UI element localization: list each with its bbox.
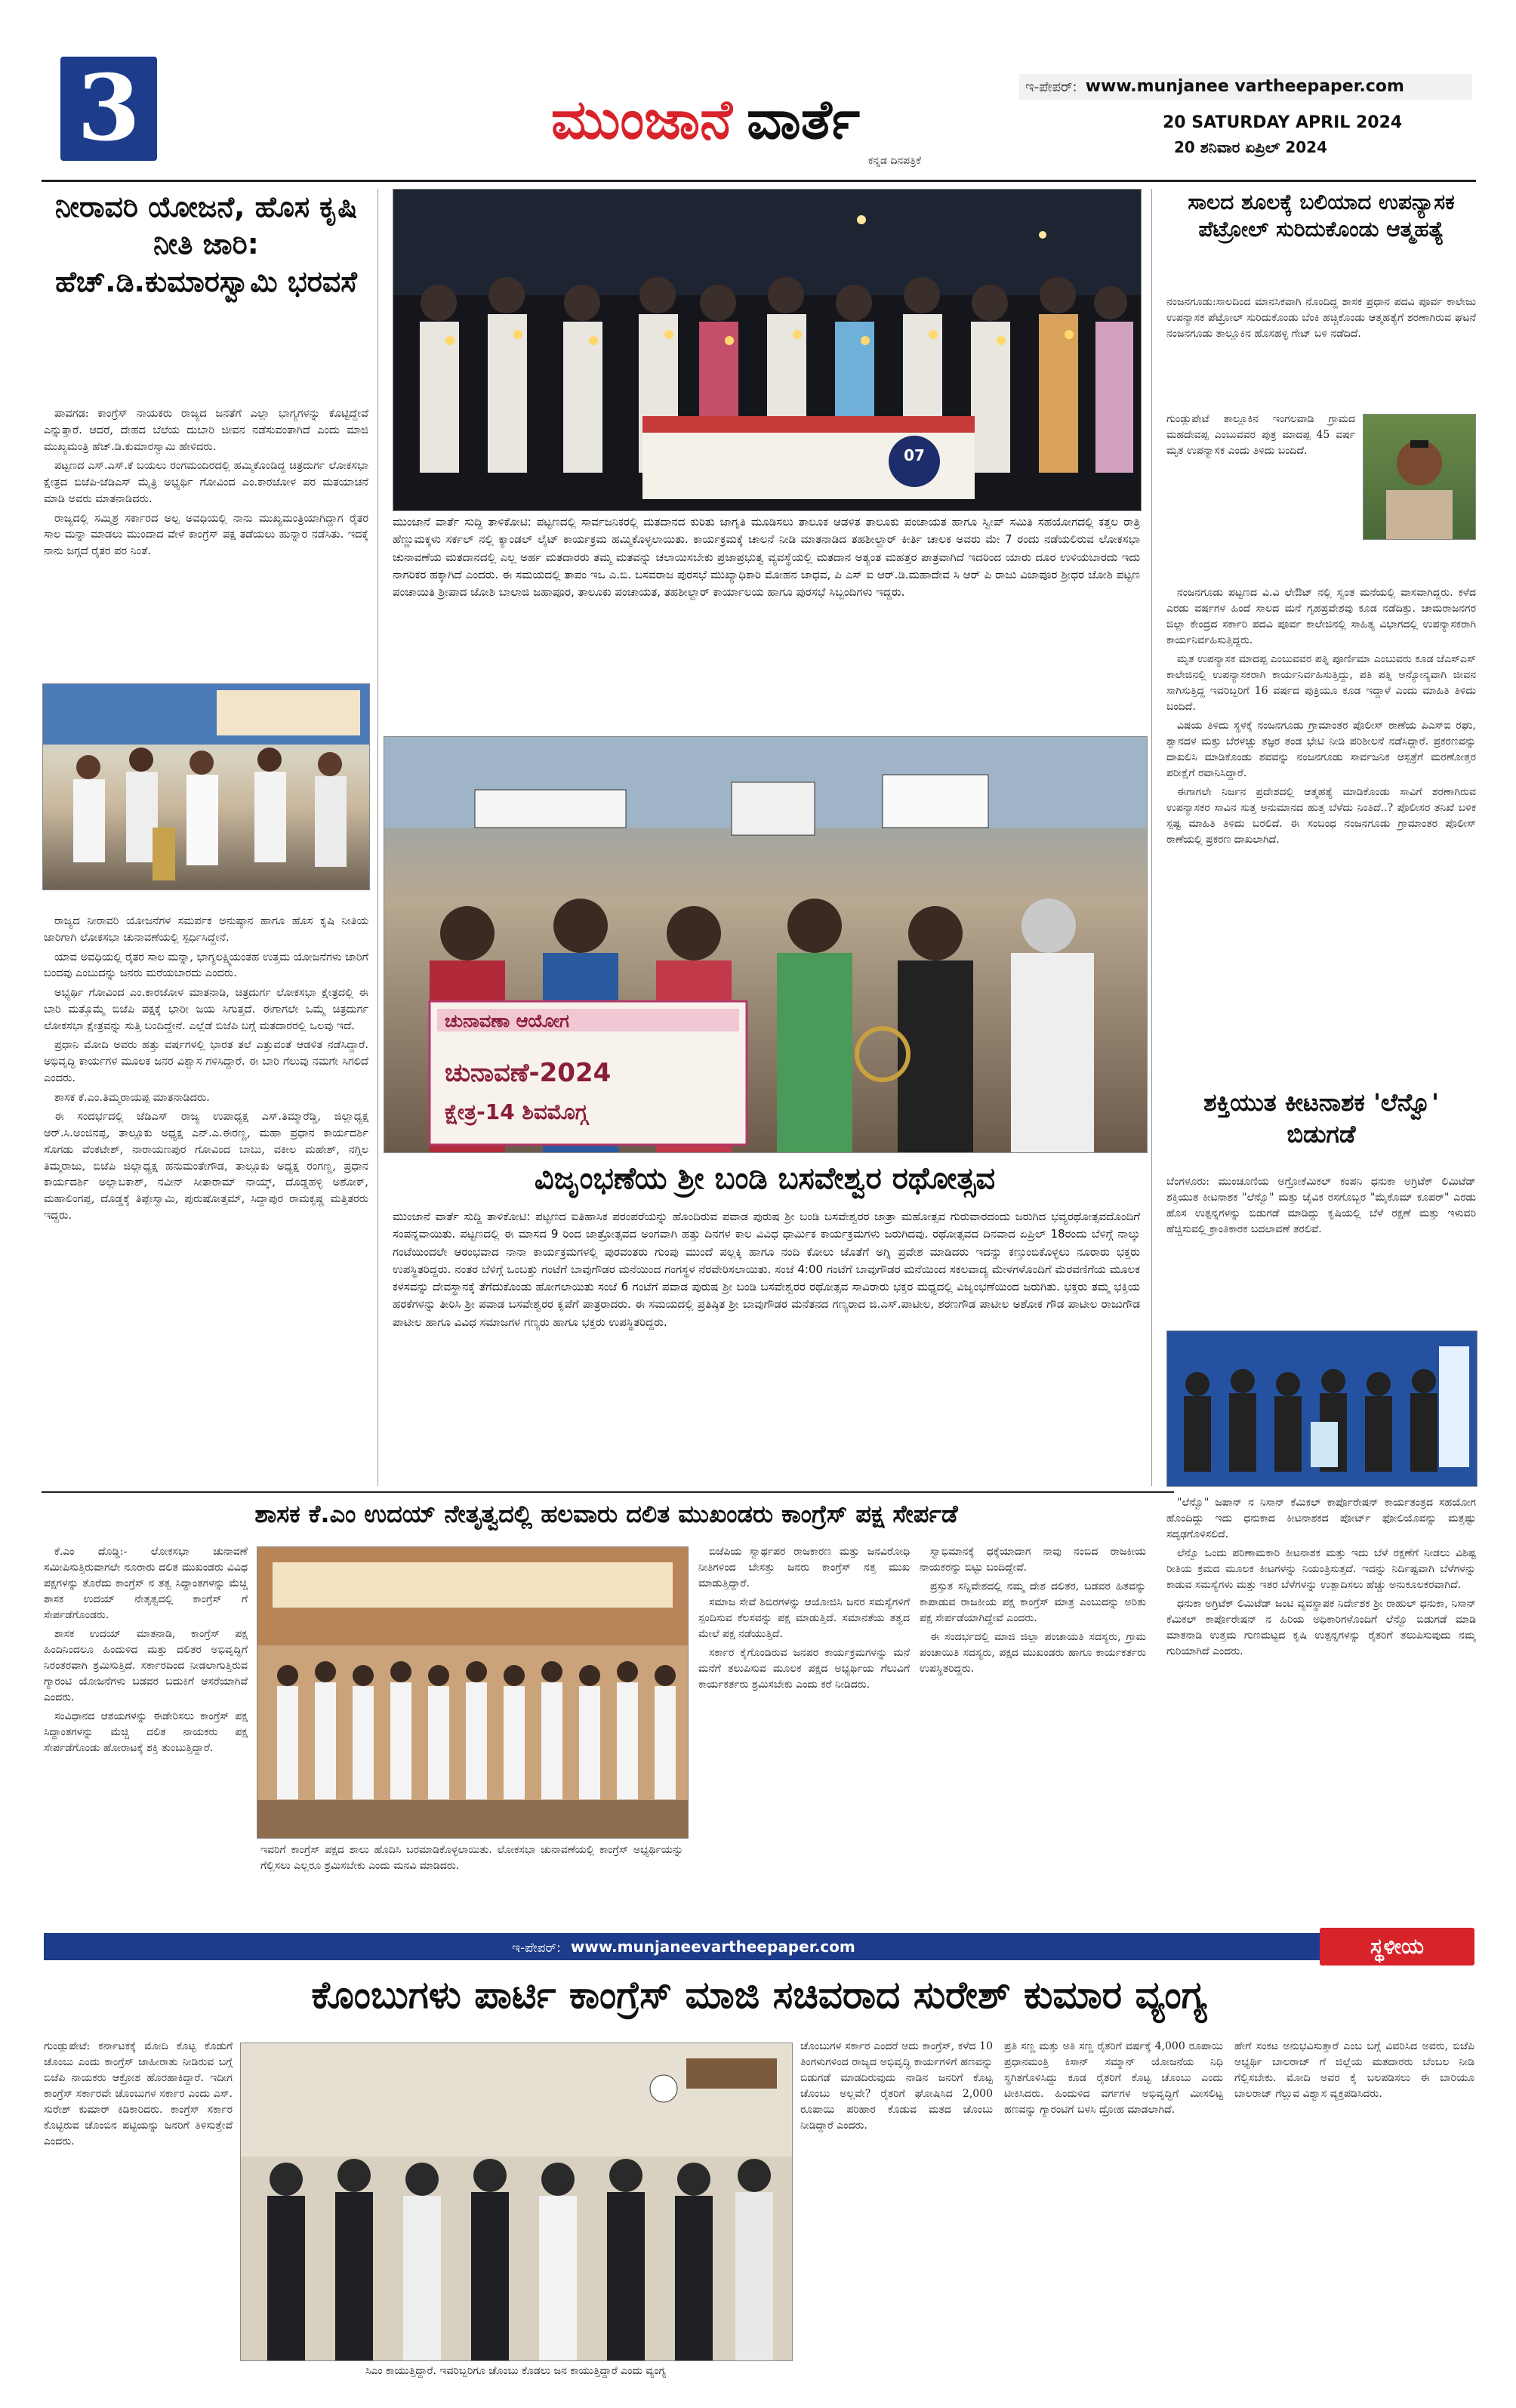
sthalika-ribbon-label: ಇ-ಪೇಪರ್:: [512, 1941, 561, 1956]
masthead-title-part1: ಮುಂಜಾನೆ: [551, 88, 732, 151]
lenvo-photo-scene: [1167, 1331, 1477, 1486]
rally-banner-text2: ಕ್ಷೇತ್ರ-14 ಶಿವಮೊಗ್ಗ: [445, 1099, 588, 1124]
petrol-para: ನಂಜನಗೂಡು ಪಟ್ಟಣದ ವಿ.ವಿ ಲೇಔಟ್ ನಲ್ಲಿ ಸ್ವಂತ ಮನೆಯಲ್ಲಿ ವಾಸವಾಗಿದ್ದರು. ಕಳೆದ ಎರಡು ವರ್ಷಗಳ ಹಿಂದೆ ಸಾಲದ ಮನೆ ಗೃಹಪ್ರವೇಶವು ಕೂಡ ನಡೆದಿತ್ತು. ಚಾಮರಾಜನಗರ ಜಿಲ್ಲಾ ಕೇಂದ್ರದ ಸರ್ಕಾರಿ ಪದವಿ ಪೂರ್ವ ಕಾಲೇಜಿನಲ್ಲಿ ಸಾಹಿತ್ಯ ವಿಭಾಗದಲ್ಲಿ ಉಪನ್ಯಾಸಕರಾಗಿ ಕಾರ್ಯನಿರ್ವಹಿಸುತ್ತಿದ್ದರು.: [1166, 587, 1476, 646]
lenvo-photo: [1166, 1330, 1477, 1487]
rally-photo-scene: [384, 737, 1147, 1152]
masthead-date-en: 20 SATURDAY APRIL 2024: [1163, 113, 1403, 132]
congress-headline: ಶಾಸಕ ಕೆ.ಎಂ ಉದಯ್ ನೇತೃತ್ವದಲ್ಲಿ ಹಲವಾರು ದಲಿತ ಮುಖಂಡರು ಕಾಂಗ್ರೆಸ್ ಪಕ್ಷ ಸೇರ್ಪಡೆ: [254, 1500, 958, 1528]
lenvo-body-2: [1166, 1495, 1476, 1922]
candle-banner-number: 07: [904, 446, 925, 464]
lenvo-headline: ಶಕ್ತಿಯುತ ಕೀಟನಾಶಕ 'ಲೆನ್ವೊ' ಬಿಡುಗಡೆ: [1203, 1088, 1439, 1149]
petrol-body-beside: ಗುಂಡ್ಲುಪೇಟೆ ತಾಲ್ಲೂಕಿನ ಇಂಗಲವಾಡಿ ಗ್ರಾಮದ ಮಹದೇವಪ್ಪ ಎಂಬುವವರ ಪುತ್ರ ಮಾದಪ್ಪ 45 ವರ್ಷ ಮೃತ ಉಪನ್ಯಾಸಕ ಎಂದು ತಿಳಿದು ಬಂದಿದೆ.: [1166, 413, 1355, 457]
krishi-headline: ನೀರಾವರಿ ಯೋಜನೆ, ಹೊಸ ಕೃಷಿ ನೀತಿ ಜಾರಿ: ಹೆಚ್.ಡಿ.ಕುಮಾರಸ್ವಾಮಿ ಭರವಸೆ: [54, 190, 358, 298]
rally-photo: [384, 736, 1148, 1153]
congress-para: ಸಂವಿಧಾನದ ಆಶಯಗಳನ್ನು ಈಡೇರಿಸಲು ಕಾಂಗ್ರೆಸ್ ಪಕ್ಷ ಸಿದ್ಧಾಂತಗಳನ್ನು ಮೆಚ್ಚಿ ದಲಿತ ನಾಯಕರು ಪಕ್ಷ ಸೇರ್ಪಡೆಗೊಂಡು ಹೋರಾಟಕ್ಕೆ ಶಕ್ತಿ ತುಂಬುತ್ತಿದ್ದಾರೆ.: [44, 1710, 248, 1754]
petrol-body-1: ನಂಜನಗೂಡು:ಸಾಲದಿಂದ ಮಾನಸಿಕವಾಗಿ ನೊಂದಿದ್ದ ಶಾಸಕ ಪ್ರಧಾನ ಪದವಿ ಪೂರ್ವ ಕಾಲೇಜು ಉಪನ್ಯಾಸಕ ಪೆಟ್ರೋಲ್ ಸುರಿದುಕೊಂಡು ಬೆಂಕಿ ಹಚ್ಚಿಕೊಂಡು ಆತ್ಮಹತ್ಯೆಗೆ ಶರಣಾಗಿರುವ ಘಟನೆ ನಂಜನಗೂಡು ತಾಲ್ಲೂಕಿನ ಹೊಸಹಳ್ಳಿ ಗೇಟ್ ಬಳಿ ನಡೆದಿದೆ.: [1166, 296, 1476, 340]
krishi-para: ರಾಜ್ಯದ ನೀರಾವರಿ ಯೋಜನೆಗಳ ಸಮರ್ಪಕ ಅನುಷ್ಠಾನ ಹಾಗೂ ಹೊಸ ಕೃಷಿ ನೀತಿಯ ಜಾರಿಗಾಗಿ ಲೋಕಸಭಾ ಚುನಾವಣೆಯಲ್ಲಿ ಸ್ಪರ್ಧಿಸಿದ್ದೇನೆ.: [44, 915, 368, 944]
congress-photo-caption: ಇವರಿಗೆ ಕಾಂಗ್ರೆಸ್ ಪಕ್ಷದ ಶಾಲು ಹೊದಿಸಿ ಬರಮಾಡಿಕೊಳ್ಳಲಾಯಿತು. ಲೋಕಸಭಾ ಚುನಾವಣೆಯಲ್ಲಿ ಕಾಂಗ್ರೆಸ್ ಅಭ್ಯರ್ಥಿಯನ್ನು ಗೆಲ್ಲಿಸಲು ಎಲ್ಲರೂ ಶ್ರಮಿಸಬೇಕು ಎಂದು ಮನವಿ ಮಾಡಿದರು.: [260, 1844, 683, 1872]
lenvo-para: ಲೆನ್ವೊ ಒಂದು ಪರಿಣಾಮಕಾರಿ ಕೀಟನಾಶಕ ಮತ್ತು ಇದು ಬೆಳೆ ರಕ್ಷಣೆಗೆ ನೀಡಲು ವಿಶಿಷ್ಟ ರೀತಿಯ ಕ್ರಮದ ಮೂಲಕ ಕೀಟಗಳನ್ನು ನಿಯಂತ್ರಿಸುತ್ತದೆ. ಇದನ್ನು ನಿರ್ದಿಷ್ಟವಾಗಿ ಬೆಳೆಗಳನ್ನು ಕಾಡುವ ಸಮಸ್ಯೆಗಳು ಮತ್ತು ಇತರ ಬೆಳೆಗಳನ್ನು ಉತ್ಪಾದಿಸಲು ಹೆಚ್ಚು ಅನುಕೂಲಕರವಾಗಿದೆ.: [1166, 1547, 1476, 1591]
masthead-epaper-label: ಇ-ಪೇಪರ್:: [1025, 79, 1077, 95]
column-divider-left: [377, 189, 378, 1486]
congress-col1: [44, 1544, 248, 1922]
krishi-para: ಪಾವಗಡ: ಕಾಂಗ್ರೆಸ್ ನಾಯಕರು ರಾಜ್ಯದ ಜನತೆಗೆ ಎಲ್ಲಾ ಭಾಗ್ಯಗಳನ್ನು ಕೊಟ್ಟಿದ್ದೇವೆ ಎನ್ನುತ್ತಾರೆ. ಆದರೆ, ದೇಹದ ಬೆಲೆಯ ದುಬಾರಿ ಜೀವನ ನಡೆಸುವಂತಾಗಿದೆ ಎಂದು ಮಾಜಿ ಮುಖ್ಯಮಂತ್ರಿ ಹೆಚ್.ಡಿ.ಕುಮಾರಸ್ವಾಮಿ ಹೇಳಿದರು.: [44, 408, 368, 453]
petrol-portrait-scene: [1363, 415, 1475, 539]
ratha-headline: ವಿಜೃಂಭಣೆಯ ಶ್ರೀ ಬಂಡಿ ಬಸವೇಶ್ವರ ರಥೋತ್ಸವ: [534, 1161, 996, 1196]
congress-para: ಬಿಜೆಪಿಯ ಸ್ವಾರ್ಥಪರ ರಾಜಕಾರಣ ಮತ್ತು ಜನವಿರೋಧಿ ನೀತಿಗಳಿಂದ ಬೇಸತ್ತು ಜನರು ಕಾಂಗ್ರೆಸ್ ನತ್ತ ಮುಖ ಮಾಡುತ್ತಿದ್ದಾರೆ.: [698, 1546, 910, 1589]
candle-photo-scene: [393, 190, 1141, 510]
congress-para: ಸಮಾಜ ಸೇವೆ ಶಿಬಿರಗಳನ್ನು ಆಯೋಜಿಸಿ ಜನರ ಸಮಸ್ಯೆಗಳಿಗೆ ಸ್ಪಂದಿಸುವ ಕೆಲಸವನ್ನು ಪಕ್ಷ ಮಾಡುತ್ತಿದೆ. ಸಮಾನತೆಯ ತತ್ವದ ಮೇಲೆ ಪಕ್ಷ ನಡೆಯುತ್ತಿದೆ.: [698, 1596, 910, 1640]
masthead-epaper-url[interactable]: www.munjanee vartheepaper.com: [1085, 77, 1404, 96]
petrol-headline: ಸಾಲದ ಶೂಲಕ್ಕೆ ಬಲಿಯಾದ ಉಪನ್ಯಾಸಕ ಪೆಟ್ರೋಲ್ ಸುರಿದುಕೊಂಡು ಆತ್ಮಹತ್ಯೆ: [1188, 190, 1455, 242]
page-number-box: [60, 57, 157, 161]
sthalika-headline: ಕೊಂಬುಗಳು ಪಾರ್ಟಿ ಕಾಂಗ್ರೆಸ್ ಮಾಜಿ ಸಚಿವರಾದ ಸುರೇಶ್ ಕುಮಾರ ವ್ಯಂಗ್ಯ: [311, 1973, 1207, 2017]
sthalika-ribbon: [44, 1933, 1320, 1960]
congress-para: ಶಾಸಕ ಉದಯ್ ಮಾತನಾಡಿ, ಕಾಂಗ್ರೆಸ್ ಪಕ್ಷ ಹಿಂದಿನಿಂದಲೂ ಹಿಂದುಳಿದ ಮತ್ತು ದಲಿತರ ಅಭಿವೃದ್ಧಿಗೆ ನಿರಂತರವಾಗಿ ಶ್ರಮಿಸುತ್ತಿದೆ. ಸರ್ಕಾರದಿಂದ ನೀಡಲಾಗುತ್ತಿರುವ ಗ್ಯಾರಂಟಿ ಯೋಜನೆಗಳು ಬಡವರ ಬದುಕಿಗೆ ಆಸರೆಯಾಗಿವೆ ಎಂದರು.: [44, 1628, 248, 1703]
ratha-body: ಮುಂಜಾನೆ ವಾರ್ತೆ ಸುದ್ದಿ ತಾಳಿಕೋಟಿ: ಪಟ್ಟಣದ ಐತಿಹಾಸಿಕ ಪರಂಪರೆಯನ್ನು ಹೊಂದಿರುವ ಪವಾಡ ಪುರುಷ ಶ್ರೀ ಬಂಡಿ ಬಸವೇಶ್ವರರ ಜಾತ್ರಾ ಮಹೋತ್ಸವ ಗುರುವಾರದಂದು ಜರುಗಿದ ಭವ್ಯರಥೋತ್ಸವದೊಂದಿಗೆ ಸಂಪನ್ನವಾಯಿತು. ಪಟ್ಟಣದಲ್ಲಿ ಈ ಮಾಸದ 9 ರಿಂದ ಜಾತ್ರೋತ್ಸವದ ಅಂಗವಾಗಿ ಹತ್ತು ದಿನಗಳ ಕಾಲ ವಿವಿಧ ಧಾರ್ಮಿಕ ಕಾರ್ಯಕ್ರಮಗಳು ಜರುಗಿದವು. ರಥೋತ್ಸವದ ದಿನವಾದ ಏಪ್ರಿಲ್ 18ರಂದು ಬೆಳಿಗ್ಗೆ ನಾಲ್ಕು ಗಂಟೆಯಿಂದಲೇ ಆರಂಭವಾದ ನಾನಾ ಕಾರ್ಯಕ್ರಮಗಳಲ್ಲಿ ಪುರವಂತರು ಗುಂಪು ಮುಂದೆ ಪಲ್ಲಕ್ಕಿ ಹಾಗೂ ನಂದಿ ಕೋಲು ಜೊತೆಗೆ ಅಗ್ನಿ ಪ್ರವೇಶ ಮಾಡಿದರು ಇದನ್ನು ಕಣ್ತುಂಬಿಕೊಳ್ಳಲು ನೂರಾರು ಭಕ್ತರು ಉಪಸ್ಥಿತರಿದ್ದರು. ನಂತರ ಬೆಳಿಗ್ಗೆ ಒಂಬತ್ತು ಗಂಟೆಗೆ ಬಾವುಗೌಡರ ಮನೆಯಿಂದ ಗಂಗಸ್ಥಳ ನೆರವೇರಿಸಲಾಯಿತು. ಸಂಜೆ 4:00 ಗಂಟೆಗೆ ಬಾವುಗೌಡರ ಮನೆಯಿಂದ ಸಕಲವಾದ್ಯ ಮೇಳಗಳೊಂದಿಗೆ ಮೆರವಣಿಗೆಯ ಮೂಲಕ ಕಳಸವನ್ನು ದೇವಸ್ಥಾನಕ್ಕೆ ತೆಗೆದುಕೊಂಡು ಹೋಗಲಾಯಿತು ಸಂಜೆ 6 ಗಂಟೆಗೆ ಪವಾಡ ಪುರುಷ ಶ್ರೀ ಬಂಡಿ ಬಸವೇಶ್ವರರ ರಥೋತ್ಸವ ಸಾವಿರಾರು ಭಕ್ತರ ಮಧ್ಯದಲ್ಲಿ ವಿಜೃಂಭಣೆಯಿಂದ ಜರುಗಿತು. ಭಕ್ತರು ತಮ್ಮ ಭಕ್ತಿಯ ಹರಕೆಗಳನ್ನು ತೀರಿಸಿ ಶ್ರೀ ಪವಾಡ ಬಸವೇಶ್ವರರ ಕೃಪೆಗೆ ಪಾತ್ರರಾದರು. ಈ ಸಮಯದಲ್ಲಿ ಪ್ರತಿಷ್ಠಿತ ಶ್ರೀ ಬಾವುಗೌಡರ ಮನೆತನದ ಗಣ್ಯರಾದ ಜಿ.ಎಸ್.ಪಾಟೀಲ, ಶರಣಗೌಡ ಪಾಟೀಲ ಅಶೋಕ ಗೌಡ ಪಾಟೀಲ ರಾಜುಗೌಡ ಪಾಟೀಲ ಹಾಗೂ ವಿವಿಧ ಸಮಾಜಗಳ ಗಣ್ಯರು ಹಾಗೂ ಭಕ್ತರು ಉಪಸ್ಥಿತರಿದ್ದರು.: [393, 1210, 1140, 1329]
lenvo-para: "ಲೆನ್ವೊ" ಜಪಾನ್ ನ ನಿಸಾನ್ ಕೆಮಿಕಲ್ ಕಾರ್ಪೊರೇಷನ್ ಕಾರ್ಯತಂತ್ರದ ಸಹಯೋಗ ಹೊಂದಿದ್ದು ಇದು ಧನುಕಾದ ಕೀಟನಾಶಕದ ಪೋರ್ಟ್ ಫೋಲಿಯೊವನ್ನು ಮತ್ತಷ್ಟು ಸದೃಢಗೊಳಿಸಲಿದೆ.: [1166, 1497, 1476, 1540]
krishi-photo: [42, 683, 370, 890]
petrol-para: ಮೃತ ಉಪನ್ಯಾಸಕ ಮಾದಪ್ಪ ಎಂಬುವವರ ಪತ್ನಿ ಪೂರ್ಣಿಮಾ ಎಂಬುವರು ಕೂಡ ಜೆಎಸ್‌ಎಸ್ ಕಾಲೇಜಿನಲ್ಲಿ ಉಪನ್ಯಾಸಕರಾಗಿ ಕಾರ್ಯನಿರ್ವಹಿಸುತ್ತಿದ್ದು, ಪತಿ ಪತ್ನಿ ಅನ್ಯೋನ್ಯವಾಗಿ ಜೀವನ ಸಾಗಿಸುತ್ತಿದ್ದ ಇವರಿಬ್ಬರಿಗೆ 16 ವರ್ಷದ ಪುತ್ರಿಯೂ ಕೂಡ ಇದ್ದಾಳೆ ಎಂದು ಮಾಹಿತಿ ತಿಳಿದು ಬಂದಿದೆ.: [1166, 653, 1476, 713]
petrol-portrait: [1363, 414, 1476, 540]
masthead-divider: [42, 180, 1476, 182]
candle-caption: ಮುಂಜಾನೆ ವಾರ್ತೆ ಸುದ್ದಿ ತಾಳಿಕೋಟಿ: ಪಟ್ಟಣದಲ್ಲಿ ಸಾರ್ವಜನಿಕರಲ್ಲಿ ಮತದಾನದ ಕುರಿತು ಜಾಗೃತಿ ಮೂಡಿಸಲು ತಾಲೂಕ ಆಡಳಿತ ತಾಲೂಕು ಪಂಚಾಯತ ಹಾಗೂ ಸ್ವೀಪ್ ಸಮಿತಿ ಸಹಯೋಗದಲ್ಲಿ ಕತ್ತಲ ರಾತ್ರಿ ಹೆಣ್ಣುಮಕ್ಕಳು ಸರ್ಕಲ್ ನಲ್ಲಿ ಕ್ಯಾಂಡಲ್ ಲೈಟ್ ಕಾರ್ಯಕ್ರಮ ಹಮ್ಮಿಕೊಳ್ಳಲಾಯಿತು. ಕಾರ್ಯಕ್ರಮಕ್ಕೆ ಚಾಲನೆ ನೀಡಿ ಮಾತನಾಡಿದ ತಹಶೀಲ್ದಾರ್ ಕೀರ್ತಿ ಚಾಲಕ ಅವರು ಮೇ 7 ರಂದು ನಡೆಯಲಿರುವ ಲೋಕಸಭಾ ಚುನಾವಣೆಯ ಮತದಾನದಲ್ಲಿ ಎಲ್ಲ ಅರ್ಹ ಮತದಾರರು ತಮ್ಮ ಮತವನ್ನು ಚಲಾಯಿಸಬೇಕು ಪ್ರಜಾಪ್ರಭುತ್ವ ವ್ಯವಸ್ಥೆಯಲ್ಲಿ ಮತದಾನ ಅತ್ಯಂತ ಮಹತ್ತರ ಪಾತ್ರವಾಗಿದೆ ಇದರಿಂದ ಯಾರು ದೂರ ಉಳಿಯಬಾರದು ಇದು ನಾಗರಿಕರ ಹಕ್ಕಾಗಿದೆ ಎಂದರು. ಈ ಸಮಯದಲ್ಲಿ ತಾಪಂ ಇಒ ಎ.ಬಿ. ಬಸವರಾಜ ಪುರಸಭೆ ಮುಖ್ಯಾಧಿಕಾರಿ ಮೋಹನ ಜಾಧವ, ಪಿ ಎಸ್ ಐ ಆರ್.ಡಿ.ಮಹಾದೇವ ಸಿ ಆರ್ ಪಿ ರಾಜು ವಿಜಾಪೂರ ಶ್ರೀಧರ ಜೋಶಿ ಪಟ್ಟಣ ಪಂಚಾಯಿತಿ ಶ್ರೀಪಾದ ಜೋಶಿ ಬಾಲಾಜಿ ಜಹಾಪೂರ, ತಾಲೂಕು ಪಂಚಾಯತ, ತಹಶೀಲ್ದಾರ್ ಕಾರ್ಯಾಲಯ ಹಾಗೂ ಪುರಸಭೆ ಸಿಬ್ಬಂದಿಗಳು ಇದ್ದರು.: [393, 515, 1140, 599]
krishi-para: ಈ ಸಂದರ್ಭದಲ್ಲಿ ಜೆಡಿಎಸ್ ರಾಜ್ಯ ಉಪಾಧ್ಯಕ್ಷ ಎಸ್.ತಿಮ್ಮಾರೆಡ್ಡಿ, ಜಿಲ್ಲಾಧ್ಯಕ್ಷ ಆರ್.ಸಿ.ಅಂಜಿನಪ್ಪ, ತಾಲ್ಲೂಕು ಅಧ್ಯಕ್ಷ ಎನ್.ಎ.ಈರಣ್ಣ, ಮಹಾ ಪ್ರಧಾನ ಕಾರ್ಯದರ್ಶಿ ಸೊಗಡು ವೆಂಕಟೇಶ್, ನಾರಾಯಣಪುರ ಗೋವಿಂದ ಬಾಬು, ವಕೀಲ ಮಹೇಶ್, ನಗ್ಗಿಲ ತಿಮ್ಮರಾಜು, ಬಿಜೆಪಿ ಜಿಲ್ಲಾಧ್ಯಕ್ಷ ಹನುಮಂತೇಗೌಡ, ತಾಲ್ಲೂಕು ಅಧ್ಯಕ್ಷ ರಂಗಣ್ಣ, ಪ್ರಧಾನ ಕಾರ್ಯದರ್ಶಿ ಅಲ್ಲಾಬಕಾಶ್, ನವೀನ್ ಸೀತಾರಾಮ್ ನಾಯ್ಕ್, ದೊಡ್ಡಹಳ್ಳಿ ಅಶೋಕ್, ಮಹಾಲಿಂಗಪ್ಪ, ದೊಡ್ಡಕ್ಕೆ ತಿಪ್ಪೇಸ್ವಾಮಿ, ಪುರುಷೋತ್ತಮ್, ಸಿದ್ದಾಪುರ ರಾಮಕೃಷ್ಣ ಮತ್ತಿತರರು ಇದ್ದರು.: [44, 1111, 368, 1222]
congress-para: ಸರ್ಕಾರ ಕೈಗೊಂಡಿರುವ ಜನಪರ ಕಾರ್ಯಕ್ರಮಗಳನ್ನು ಮನೆ ಮನೆಗೆ ತಲುಪಿಸುವ ಮೂಲಕ ಪಕ್ಷದ ಅಭ್ಯರ್ಥಿಯ ಗೆಲುವಿಗೆ ಕಾರ್ಯಕರ್ತರು ಶ್ರಮಿಸಬೇಕು ಎಂದು ಕರೆ ನೀಡಿದರು.: [698, 1647, 910, 1691]
sthalika-photo-scene: [241, 2043, 792, 2360]
congress-para: ಸ್ವಾಭಿಮಾನಕ್ಕೆ ಧಕ್ಕೆಯಾದಾಗ ನಾವು ನಂಬಿದ ರಾಜಕೀಯ ನಾಯಕರನ್ನು ಬಿಟ್ಟು ಬಂದಿದ್ದೇವೆ.: [920, 1546, 1146, 1574]
petrol-body-2: [1166, 585, 1476, 1068]
candle-photo: [393, 189, 1142, 511]
sthalika-photo-caption: ಸಿಎಂ ಕಾಯುತ್ತಿದ್ದಾರೆ. ಇವರಿಬ್ಬರಿಗೂ ಚೊಂಬು ಕೊಡಲು ಜನ ಕಾಯುತ್ತಿದ್ದಾರೆ ಎಂದು ವ್ಯಂಗ್ಯ: [365, 2365, 667, 2377]
sthalika-col3: ಪ್ರತಿ ಸಣ್ಣ ಮತ್ತು ಅತಿ ಸಣ್ಣ ರೈತರಿಗೆ ವರ್ಷಕ್ಕೆ 4,000 ರೂಪಾಯಿ ಪ್ರಧಾನಮಂತ್ರಿ ಕಿಸಾನ್ ಸಮ್ಮಾನ್ ಯೋಜನೆಯ ನಿಧಿ ಸ್ಥಗಿತಗೊಳಿಸಿದ್ದು ಕೂಡ ರೈತರಿಗೆ ಕೊಟ್ಟ ಚೊಂಬು ಎಂದು ಟೀಕಿಸಿದರು. ಹಿಂದುಳಿದ ವರ್ಗಗಳ ಅಭಿವೃದ್ಧಿಗೆ ಮೀಸಲಿಟ್ಟ ಹಣವನ್ನು ಗ್ಯಾರಂಟಿಗೆ ಬಳಸಿ ದ್ರೋಹ ಮಾಡಲಾಗಿದೆ.: [1004, 2040, 1223, 2116]
masthead-date-kn: 20 ಶನಿವಾರ ಏಪ್ರಿಲ್ 2024: [1174, 138, 1327, 156]
rally-banner-text: ಚುನಾವಣೆ-2024: [445, 1058, 612, 1088]
lenvo-body-1: ಬೆಂಗಳೂರು: ಮುಂಚೂಣಿಯ ಅಗ್ರೋಕೆಮಿಕಲ್ ಕಂಪನಿ ಧನುಕಾ ಅಗ್ರಿಟೆಕ್ ಲಿಮಿಟೆಡ್ ಶಕ್ತಿಯುತ ಕೀಟನಾಶಕ "ಲೆನ್ವೊ" ಮತ್ತು ಜೈವಿಕ ರಸಗೊಬ್ಬರ "ಮೈಕೊಮ್ ಕೂಪರ್" ಎರಡು ಹೊಸ ಉತ್ಪನ್ನಗಳನ್ನು ಬಿಡುಗಡೆ ಮಾಡಿದ್ದು ಕೃಷಿಯಲ್ಲಿ ಬೆಳೆ ರಕ್ಷಣೆ ಮತ್ತು ಇಳುವರಿ ಹೆಚ್ಚಿಸುವಲ್ಲಿ ಕ್ರಾಂತಿಕಾರಕ ಬದಲಾವಣೆ ತರಲಿವೆ.: [1166, 1176, 1476, 1235]
congress-photo: [257, 1546, 689, 1839]
sthalika-ribbon-url[interactable]: www.munjaneevartheepaper.com: [570, 1938, 855, 1956]
krishi-para: ಯಾವ ಅವಧಿಯಲ್ಲಿ ರೈತರ ಸಾಲ ಮನ್ನಾ, ಭಾಗ್ಯಲಕ್ಷ್ಮಿಯಂತಹ ಉತ್ತಮ ಯೋಜನೆಗಳು ಜಾರಿಗೆ ಬಂದವು ಎಂಬುದನ್ನು ಜನರು ಮರೆಯಬಾರದು ಎಂದರು.: [44, 951, 368, 980]
masthead-epaper: [1019, 74, 1472, 100]
krishi-para: ರಾಜ್ಯದಲ್ಲಿ ಸಮ್ಮಿಶ್ರ ಸರ್ಕಾರದ ಅಲ್ಪ ಅವಧಿಯಲ್ಲಿ ನಾನು ಮುಖ್ಯಮಂತ್ರಿಯಾಗಿದ್ದಾಗ ರೈತರ ಸಾಲ ಮನ್ನಾ ಮಾಡಲು ಮುಂದಾದ ವೇಳೆ ಕಾಂಗ್ರೆಸ್ ಪಕ್ಷ ತಡೆಯಲು ಹುನ್ನಾರ ನಡೆಸಿತು. ಇದಕ್ಕೆ ನಾನು ಜಗ್ಗದೆ ರೈತರ ಪರ ನಿಂತೆ.: [44, 512, 368, 557]
krishi-para: ಅಭ್ಯರ್ಥಿ ಗೋವಿಂದ ಎಂ.ಕಾರಜೋಳ ಮಾತನಾಡಿ, ಚಿತ್ರದುರ್ಗ ಲೋಕಸಭಾ ಕ್ಷೇತ್ರದಲ್ಲಿ ಈ ಬಾರಿ ಮತ್ತೊಮ್ಮೆ ಬಿಜೆಪಿ ಪಕ್ಷಕ್ಕೆ ಭಾರೀ ಜಯ ಸಿಗುತ್ತದೆ. ಈಗಾಗಲೇ ಒಮ್ಮೆ ಚಿತ್ರದುರ್ಗ ಲೋಕಸಭಾ ಕ್ಷೇತ್ರವನ್ನು ಸುತ್ತಿ ಬಂದಿದ್ದೇನೆ. ಎಲ್ಲೆಡೆ ಬಿಜೆಪಿ ಬಗ್ಗೆ ಮತದಾರರಲ್ಲಿ ಒಲವು ಇದೆ.: [44, 987, 368, 1032]
congress-para: ಈ ಸಂದರ್ಭದಲ್ಲಿ ಮಾಜಿ ಜಿಲ್ಲಾ ಪಂಚಾಯತಿ ಸದಸ್ಯರು, ಗ್ರಾಮ ಪಂಚಾಯಿತಿ ಸದಸ್ಯರು, ಪಕ್ಷದ ಮುಖಂಡರು ಹಾಗೂ ಕಾರ್ಯಕರ್ತರು ಉಪಸ್ಥಿತರಿದ್ದರು.: [920, 1631, 1146, 1675]
sthalika-tag-label: ಸ್ಥಳೀಯ: [1370, 1934, 1424, 1959]
congress-para: ಕೆ.ಎಂ ದೊಡ್ಡಿ:- ಲೋಕಸಭಾ ಚುನಾವಣೆ ಸಮೀಪಿಸುತ್ತಿರುವಾಗಲೇ ನೂರಾರು ದಲಿತ ಮುಖಂಡರು ವಿವಿಧ ಪಕ್ಷಗಳನ್ನು ತೊರೆದು ಕಾಂಗ್ರೆಸ್ ನ ತತ್ವ ಸಿದ್ಧಾಂತಗಳನ್ನು ಮೆಚ್ಚಿ ಶಾಸಕ ಉದಯ್ ನೇತೃತ್ವದಲ್ಲಿ ಕಾಂಗ್ರೆಸ್ ಗೆ ಸೇರ್ಪಡೆಗೊಂಡರು.: [44, 1546, 248, 1621]
sthalika-photo: [240, 2043, 793, 2361]
krishi-para: ಪಟ್ಟಣದ ಎಸ್.ಎಸ್.ಕೆ ಬಯಲು ರಂಗಮಂದಿರದಲ್ಲಿ ಹಮ್ಮಿಕೊಂಡಿದ್ದ ಚಿತ್ರದುರ್ಗ ಲೋಕಸಭಾ ಕ್ಷೇತ್ರದ ಬಿಜೆಪಿ-ಜೆಡಿಎಸ್ ಮೈತ್ರಿ ಅಭ್ಯರ್ಥಿ ಗೋವಿಂದ ಎಂ.ಕಾರಜೋಳ ಪರ ಮತಯಾಚನೆ ಮಾಡಿ ಅವರು ಮಾತನಾಡಿದರು.: [44, 460, 368, 505]
congress-photo-scene: [257, 1547, 688, 1838]
krishi-body-1: [44, 406, 368, 678]
masthead-title-part2: ವಾರ್ತೆ: [747, 88, 861, 151]
rally-banner-top: ಚುನಾವಣಾ ಆಯೋಗ: [445, 1010, 569, 1031]
sthalika-col1: ಗುಂಡ್ಲುಪೇಟೆ: ಕರ್ನಾಟಕಕ್ಕೆ ಮೋದಿ ಕೊಟ್ಟ ಕೊಡುಗೆ ಚೊಂಬು ಎಂದು ಕಾಂಗ್ರೆಸ್ ಜಾಹೀರಾತು ನೀಡಿರುವ ಬಗ್ಗೆ ಬಿಜೆಪಿ ನಾಯಕರು ಆಕ್ರೋಶ ಹೊರಹಾಕಿದ್ದಾರೆ. ಇದೀಗ ಕಾಂಗ್ರೆಸ್ ಸರ್ಕಾರವೇ ಚೊಂಬುಗಳ ಸರ್ಕಾರ ಎಂದು ಎಸ್. ಸುರೇಶ್ ಕುಮಾರ್ ಕಿಡಿಕಾರಿದರು. ಕಾಂಗ್ರೆಸ್ ಸರ್ಕಾರ ಕೊಟ್ಟಿರುವ ಚೊಂಬಿನ ಪಟ್ಟಿಯನ್ನು ಜನರಿಗೆ ತಿಳಿಸುತ್ತೇವೆ ಎಂದರು.: [44, 2040, 233, 2147]
congress-col3: [698, 1544, 910, 1922]
masthead-tagline: ಕನ್ನಡ ದಿನಪತ್ರಿಕೆ: [868, 155, 922, 167]
congress-col4: [920, 1544, 1146, 1922]
krishi-para: ಪ್ರಧಾನಿ ಮೋದಿ ಅವರು ಹತ್ತು ವರ್ಷಗಳಲ್ಲಿ ಭಾರತ ತಲೆ ಎತ್ತುವಂತೆ ಆಡಳಿತ ನಡೆಸಿದ್ದಾರೆ. ಅಭಿವೃದ್ಧಿ ಕಾರ್ಯಗಳ ಮೂಲಕ ಜನರ ವಿಶ್ವಾಸ ಗಳಿಸಿದ್ದಾರೆ. ಈ ಬಾರಿ ಗೆಲುವು ನಮಗೇ ಸಿಗಲಿದೆ ಎಂದರು.: [44, 1039, 368, 1084]
petrol-para: ಈಗಾಗಲೇ ನಿರ್ಜನ ಪ್ರದೇಶದಲ್ಲಿ ಆತ್ಮಹತ್ಯೆ ಮಾಡಿಕೊಂಡು ಸಾವಿಗೆ ಶರಣಾಗಿರುವ ಉಪನ್ಯಾಸಕರ ಸಾವಿನ ಸುತ್ತ ಅನುಮಾನದ ಹುತ್ತ ಬೆಳೆದು ನಿಂತಿದೆ..? ಪೊಲೀಸರ ತನಿಖೆ ಬಳಿಕ ಸ್ಪಷ್ಟ ಮಾಹಿತಿ ತಿಳಿದು ಬರಲಿದೆ. ಈ ಸಂಬಂಧ ನಂಜನಗೂಡು ಗ್ರಾಮಾಂತರ ಪೊಲೀಸ್ ಠಾಣೆಯಲ್ಲಿ ಪ್ರಕರಣ ದಾಖಲಾಗಿದೆ.: [1166, 786, 1476, 846]
congress-para: ಪ್ರಸ್ತುತ ಸನ್ನಿವೇಶದಲ್ಲಿ ನಮ್ಮ ದೇಶ ದಲಿತರ, ಬಡವರ ಹಿತವನ್ನು ಕಾಪಾಡುವ ರಾಜಕೀಯ ಪಕ್ಷ ಕಾಂಗ್ರೆಸ್ ಮಾತ್ರ ಎಂಬುದನ್ನು ಅರಿತು ಪಕ್ಷ ಸೇರ್ಪಡೆಯಾಗಿದ್ದೇವೆ ಎಂದರು.: [920, 1580, 1146, 1624]
lenvo-para: ಧನುಕಾ ಅಗ್ರಿಟೆಕ್ ಲಿಮಿಟೆಡ್ ಜಂಟಿ ವ್ಯವಸ್ಥಾಪಕ ನಿರ್ದೇಶಕ ಶ್ರೀ ರಾಹುಲ್ ಧನುಕಾ, ನಿಸಾನ್ ಕೆಮಿಕಲ್ ಕಾರ್ಪೊರೇಷನ್ ನ ಹಿರಿಯ ಅಧಿಕಾರಿಗಳೊಂದಿಗೆ ಲೆನ್ವೊ ಬಿಡುಗಡೆ ಮಾಡಿ ಮಾತನಾಡಿ ಉತ್ತಮ ಗುಣಮಟ್ಟದ ಕೃಷಿ ಉತ್ಪನ್ನಗಳನ್ನು ರೈತರಿಗೆ ತಲುಪಿಸುವುದು ನಮ್ಮ ಗುರಿಯಾಗಿದೆ ಎಂದರು.: [1166, 1598, 1476, 1657]
sthalika-col2: ಚೊಂಬುಗಳ ಸರ್ಕಾರ ಎಂದರೆ ಅದು ಕಾಂಗ್ರೆಸ್, ಕಳೆದ 10 ತಿಂಗಳುಗಳಿಂದ ರಾಜ್ಯದ ಅಭಿವೃದ್ಧಿ ಕಾರ್ಯಗಳಿಗೆ ಹಣವನ್ನು ಬಿಡುಗಡೆ ಮಾಡದಿರುವುದು ನಾಡಿನ ಜನರಿಗೆ ಕೊಟ್ಟ ಚೊಂಬು ಅಲ್ಲವೇ? ರೈತರಿಗೆ ಘೋಷಿಸಿದ 2,000 ರೂಪಾಯಿ ಪರಿಹಾರ ಕೊಡುವ ಮತದ ಚೊಂಬು ನೀಡಿದ್ದಾರೆ ಎಂದರು.: [800, 2040, 993, 2132]
masthead-logo: [551, 82, 1019, 157]
section-divider-congress: [42, 1491, 1174, 1493]
krishi-body-2: [44, 914, 368, 1488]
krishi-para: ಶಾಸಕ ಕೆ.ಎಂ.ತಿಮ್ಮರಾಯಪ್ಪ ಮಾತನಾಡಿದರು.: [54, 1091, 210, 1104]
sthalika-col4: ಹೇಗೆ ಸಂಕಟ ಅನುಭವಿಸುತ್ತಾರೆ ಎಂಬ ಬಗ್ಗೆ ವಿವರಿಸಿದ ಅವರು, ಬಿಜೆಪಿ ಅಭ್ಯರ್ಥಿ ಬಾಲರಾಜ್ ಗೆ ಜಿಲ್ಲೆಯ ಮತದಾರರು ಬೆಂಬಲ ನೀಡಿ ಗೆಲ್ಲಿಸಬೇಕು. ಮೋದಿ ಅವರ ಕೈ ಬಲಪಡಿಸಲು ಈ ಬಾರಿಯೂ ಬಾಲರಾಜ್ ಗೆಲ್ಲುವ ವಿಶ್ವಾಸ ವ್ಯಕ್ತಪಡಿಸಿದರು.: [1234, 2040, 1474, 2100]
page-number: 3: [77, 55, 140, 162]
petrol-para: ವಿಷಯ ತಿಳಿದು ಸ್ಥಳಕ್ಕೆ ನಂಜನಗೂಡು ಗ್ರಾಮಾಂತರ ಪೊಲೀಸ್ ಠಾಣೆಯ ಪಿಎಸ್‌ಐ ರಘು, ಶ್ವಾನದಳ ಮತ್ತು ಬೆರಳಚ್ಚು ತಜ್ಞರ ತಂಡ ಭೇಟಿ ನೀಡಿ ಪರಿಶೀಲನೆ ನಡೆಸಿದ್ದಾರೆ. ಪ್ರಕರಣವನ್ನು ದಾಖಲಿಸಿ ಮಾಡಿಕೊಂಡು ಶವವನ್ನು ನಂಜನಗೂಡು ಸಾರ್ವಜನಿಕ ಆಸ್ಪತ್ರೆಗೆ ಮರಣೋತ್ತರ ಪರೀಕ್ಷೆಗೆ ರವಾನಿಸಿದ್ದಾರೆ.: [1166, 720, 1476, 779]
krishi-photo-scene: [43, 684, 369, 890]
column-divider-right: [1151, 189, 1152, 1486]
sthalika-tag: [1320, 1928, 1474, 1966]
